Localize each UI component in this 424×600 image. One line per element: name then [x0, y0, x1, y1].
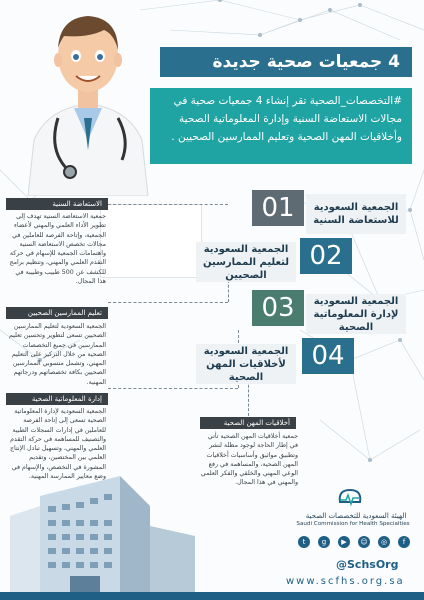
connector-line [228, 280, 229, 302]
info-card-dental [100, 204, 202, 278]
google-plus-icon[interactable]: g [318, 536, 330, 548]
page-title-bar [160, 47, 412, 77]
intro-text: #التخصصات_الصحية تقر إنشاء 4 جمعيات صحية في مجالات الاستعاضة السنية وإدارة المعلوماتية الصحية وأخلاقيات المهن الصحية وتعليم الممارسين الصحيين . [150, 88, 412, 164]
card-heading: أخلاقيات المهن الصحية [200, 417, 296, 429]
logo-english: Saudi Commission for Health Specialties [296, 521, 410, 527]
logo-arabic: الهيئة السعودية للتخصصات الصحية [305, 512, 407, 520]
connector-line [108, 204, 228, 205]
association-number: 04 [311, 341, 345, 371]
connector-line [108, 388, 238, 389]
scfhs-logo-icon [336, 486, 364, 510]
number-box [252, 190, 304, 226]
association-name: الجمعية السعودية لتعليم الممارسين الصحيين [196, 242, 296, 282]
card-heading: الاستعاضة السنية [6, 198, 108, 210]
youtube-icon[interactable]: ▶ [338, 536, 350, 548]
connector-line [248, 380, 249, 416]
number-box [302, 338, 354, 374]
association-name: الجمعية السعودية للاستعاضة السنية [306, 194, 406, 234]
website-link[interactable]: www.scfhs.org.sa [286, 576, 405, 587]
social-handle[interactable]: @SchsOrg [336, 558, 399, 571]
card-body: الجمعية السعودية لتعليم الممارسين الصحيين تسعى لتطوير وتحسين تعليم الممارسين في جميع التخصصات الصحية من خلال التركيز على التعليم المهني، وتشمل منسوبي الممارسين الصحيين بكافة تخصصاتهم ودرجاتهم المهنية. [8, 323, 106, 386]
twitter-icon[interactable]: t [298, 536, 310, 548]
number-box [252, 290, 304, 326]
facebook-icon[interactable]: f [398, 536, 410, 548]
card-body: جمعية أخلاقيات المهن الصحية تأتي في إطار الحاجة لوجود مظلة لنشر وتطبيق مواثيق وأساسيات أخلاقيات المهن الصحية، والمساهمة في رفع الوعي المهني والخلقي والفكر العلمي والمهني في هذا المجال. [200, 433, 298, 487]
snapchat-icon[interactable]: ☺ [358, 536, 370, 548]
card-body: الجمعية السعودية لإدارة المعلوماتية الصحية تسعى إلى إتاحة الفرصة للعاملين في إدارات السجلات الطبية والتصنيف للمساهمة في حركة التقدم العلمي والمهني، وتسهيل تبادل الإنتاج العلمي بين المختصين، وتقديم المشورة في التخصص، والإسهام في وضع معايير الممارسة المهنية. [9, 408, 106, 481]
association-name: الجمعية السعودية لأخلاقيات المهن الصحية [196, 344, 296, 384]
card-heading: تعليم الممارسين الصحيين [6, 307, 108, 319]
doctor-illustration [18, 0, 158, 196]
page-title: 4 جمعيات صحية جديدة [212, 52, 400, 72]
instagram-icon[interactable]: ◎ [378, 536, 390, 548]
association-name: الجمعية السعودية لإدارة المعلوماتية الصحية [306, 294, 406, 334]
association-number: 02 [309, 241, 343, 271]
card-body: جمعية الاستعاضة السنية تهدف إلى تطوير الأداء العلمي والمهني لأعضاء الجمعية، وإتاحة الفرصة للعاملين في مجالات تخصص الاستعاضة السنية واهتمامات الجمعية للإسهام في حركة التقدم العلمي والمهني، وتنظيم برامج للكشف عن 500 طبيب وطبيبة في هذا المجال. [9, 213, 106, 286]
hospital-building-illustration [0, 476, 200, 594]
association-number: 03 [261, 293, 295, 323]
number-box [300, 238, 352, 274]
card-heading: إدارة المعلوماتية الصحية [6, 393, 108, 405]
footer-bar [0, 592, 424, 600]
connector-line [108, 302, 228, 303]
association-number: 01 [261, 193, 295, 223]
